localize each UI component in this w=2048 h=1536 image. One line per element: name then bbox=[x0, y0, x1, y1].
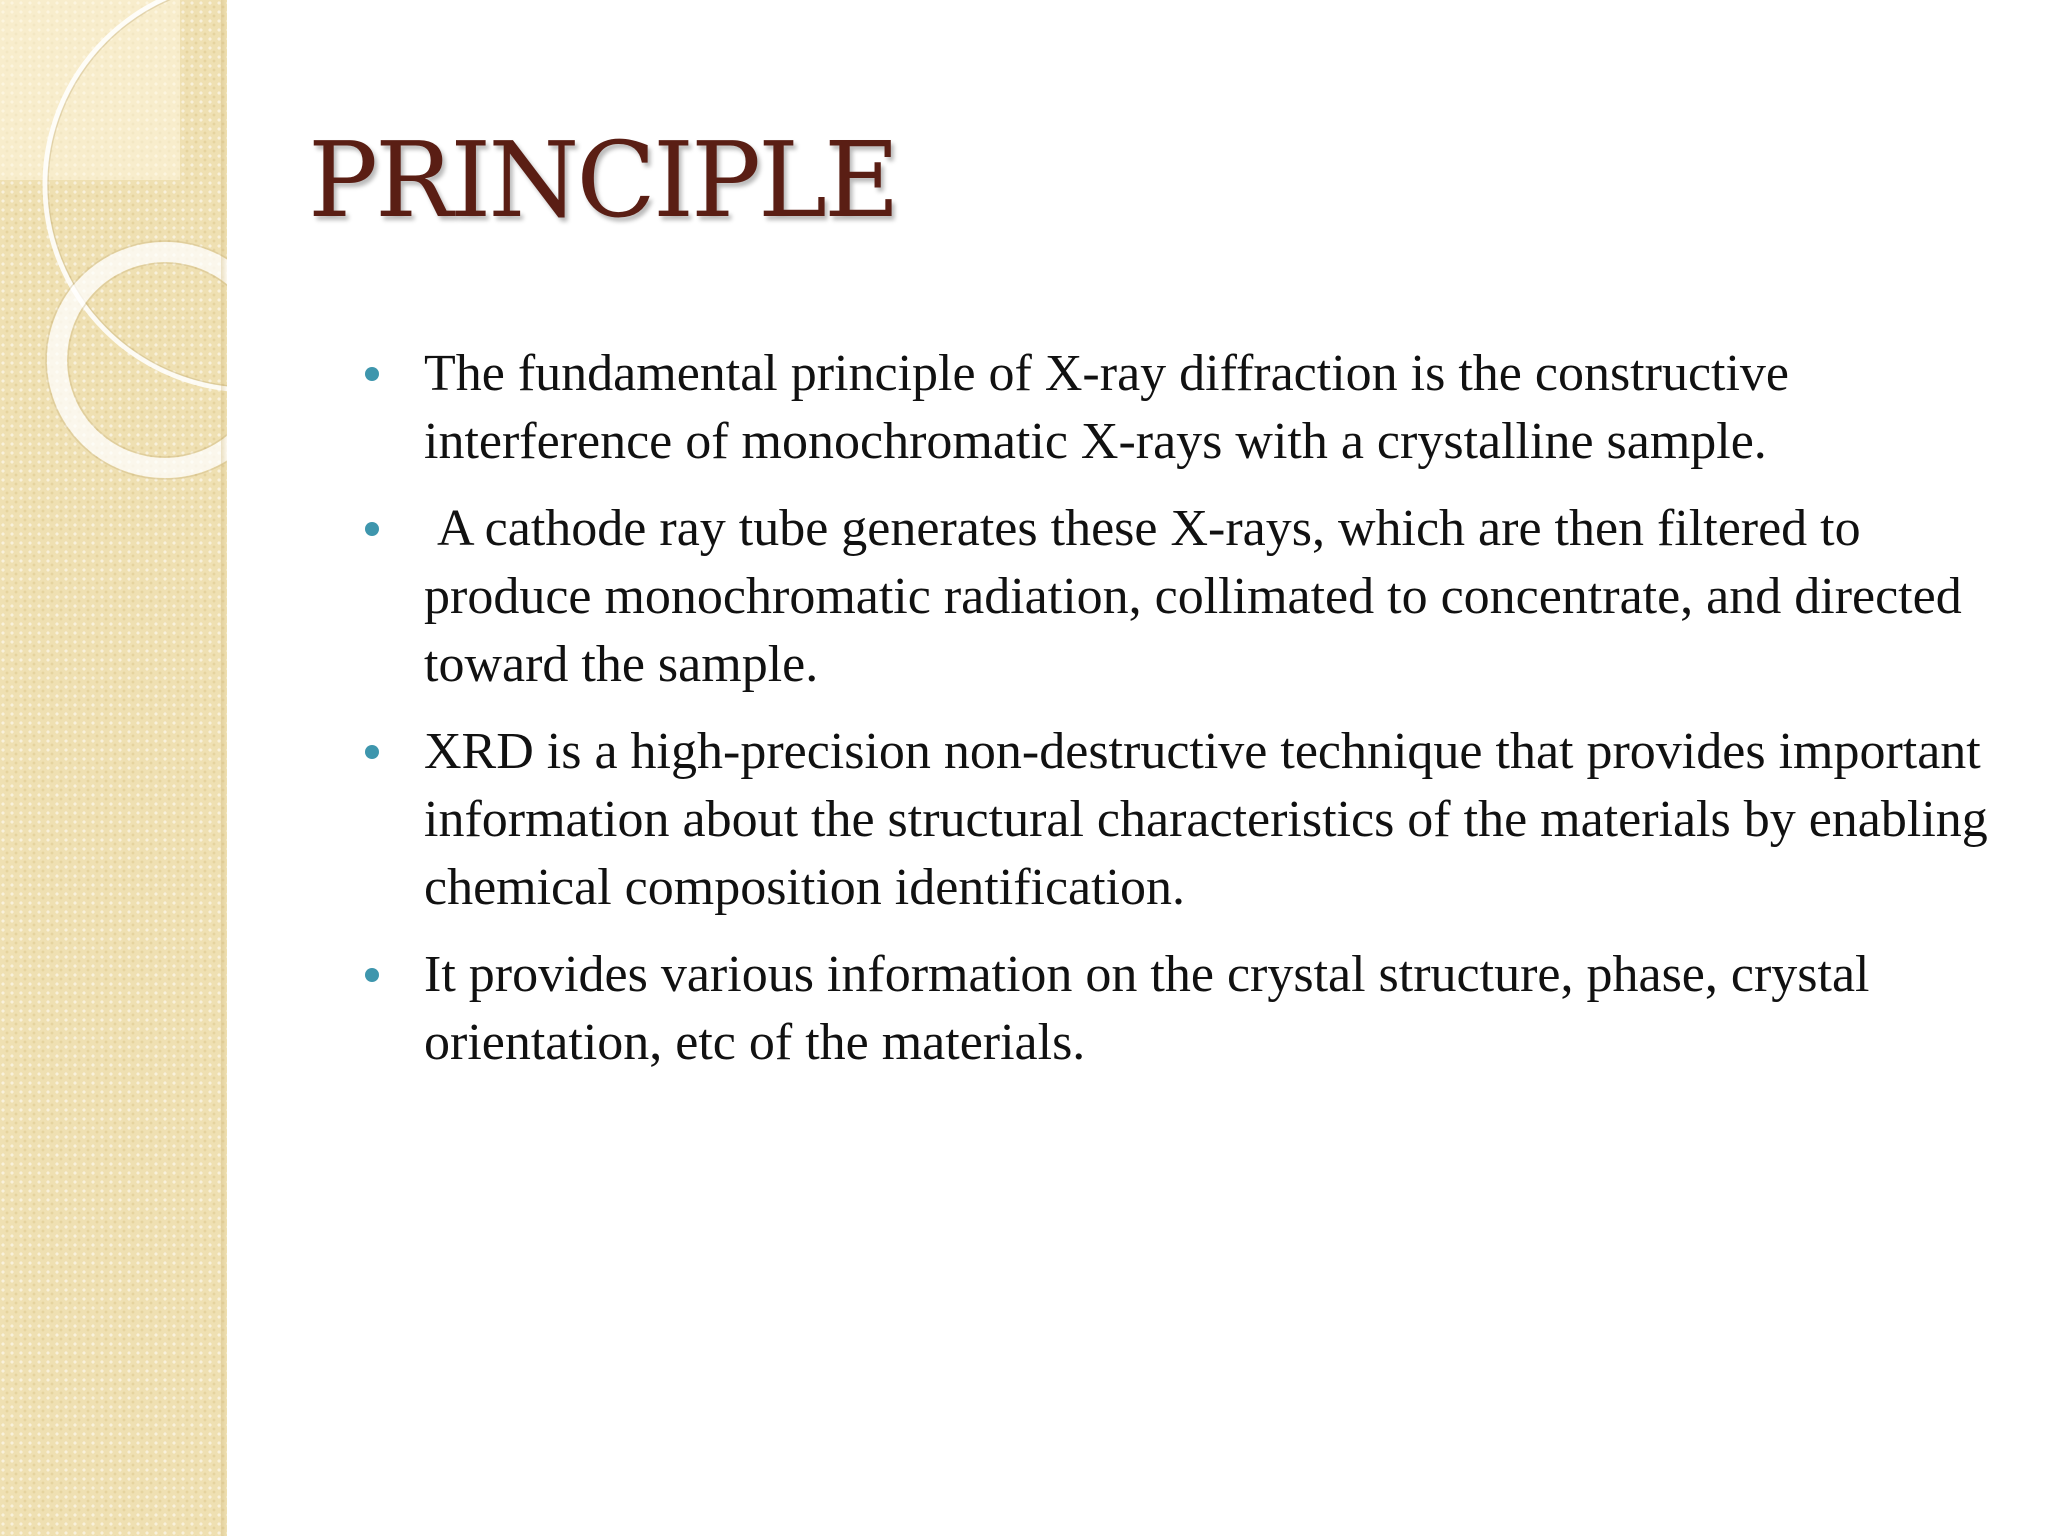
bullet-dot-icon bbox=[365, 367, 379, 381]
bullet-text: The fundamental principle of X-ray diffraction is the constructive interference of monochromatic X-rays with a crystalline sample. bbox=[424, 345, 1789, 470]
bullet-item bbox=[360, 718, 2000, 922]
bullet-item bbox=[360, 941, 2000, 1077]
bullet-dot-icon bbox=[365, 968, 379, 982]
bullet-dot-icon bbox=[365, 522, 379, 536]
decorative-rings-graphic bbox=[0, 0, 227, 520]
decorative-side-band bbox=[0, 0, 227, 1536]
bullet-dot-icon bbox=[365, 745, 379, 759]
bullet-text: A cathode ray tube generates these X-rays, which are then filtered to produce monochromatic radiation, collimated to concentrate, and directed toward the sample. bbox=[424, 500, 1975, 693]
bullet-list bbox=[360, 340, 2000, 1096]
bullet-text: XRD is a high-precision non-destructive technique that provides important information about the structural characteristics of the materials by enabling chemical composition identification. bbox=[424, 723, 1988, 916]
side-band-edge bbox=[221, 0, 227, 1536]
slide-title: PRINCIPLE bbox=[308, 119, 897, 241]
bullet-item bbox=[360, 495, 2000, 699]
bullet-text: It provides various information on the crystal structure, phase, crystal orientation, etc of the materials. bbox=[424, 946, 1870, 1071]
bullet-item bbox=[360, 340, 2000, 476]
